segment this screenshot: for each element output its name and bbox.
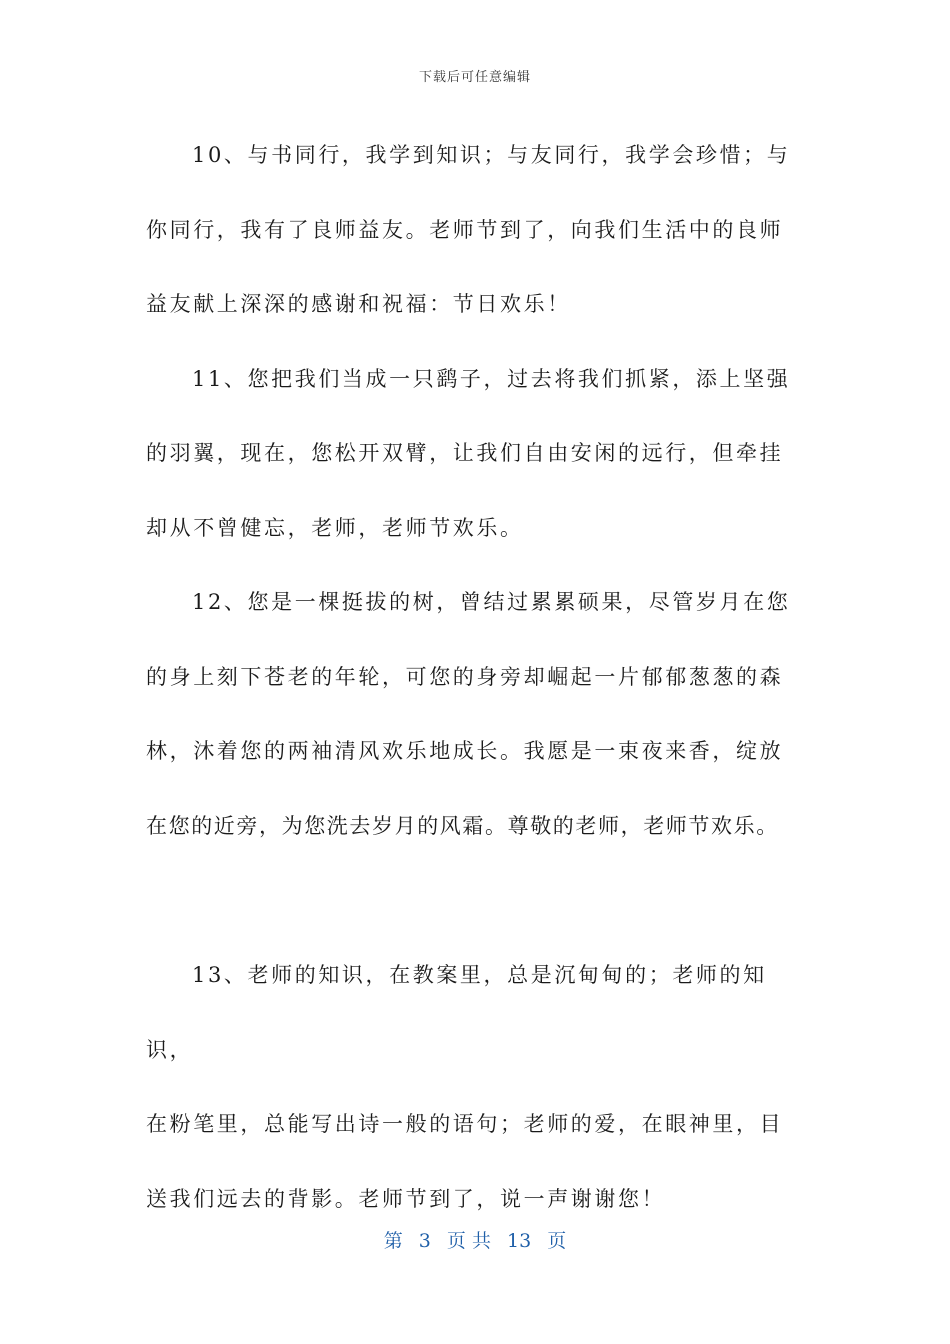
paragraph-line: 在粉笔里，总能写出诗一般的语句；老师的爱，在眼神里，目 xyxy=(146,1112,784,1136)
paragraph-line: 却从不曾健忘，老师，老师节欢乐。 xyxy=(146,515,524,540)
paragraph-11 xyxy=(146,342,806,566)
paragraph-13 xyxy=(146,938,806,1236)
paragraph-gap xyxy=(146,863,806,938)
footer-total-pages: 13 xyxy=(507,1230,532,1252)
paragraph-line: 益友献上深深的感谢和祝福：节日欢乐！ xyxy=(146,292,571,316)
footer-suffix: 页 xyxy=(547,1230,567,1252)
paragraph-line: 的羽翼，现在，您松开双臂，让我们自由安闲的远行，但牵挂 xyxy=(146,441,784,465)
footer-prefix: 第 xyxy=(383,1230,403,1252)
paragraph-line: 你同行，我有了良师益友。老师节到了，向我们生活中的良师 xyxy=(146,217,784,242)
footer-middle: 页 共 xyxy=(446,1230,491,1252)
paragraph-line: 在您的近旁，为您洗去岁月的风霜。尊敬的老师，老师节欢乐。 xyxy=(146,813,779,838)
paragraph-line: 11、您把我们当成一只鹞子，过去将我们抓紧，添上坚强 xyxy=(192,366,791,391)
paragraph-line: 送我们远去的背影。老师节到了，说一声谢谢您！ xyxy=(146,1186,666,1211)
paragraph-line: 13、老师的知识，在教案里，总是沉甸甸的；老师的知识， xyxy=(146,963,767,1062)
paragraph-line: 12、您是一棵挺拔的树，曾结过累累硕果，尽管岁月在您 xyxy=(192,590,791,614)
paragraph-line: 10、与书同行，我学到知识；与友同行，我学会珍惜；与 xyxy=(192,143,791,167)
document-body xyxy=(146,118,806,1236)
page-footer xyxy=(0,1226,950,1253)
paragraph-line: 的身上刻下苍老的年轮，可您的身旁却崛起一片郁郁葱葱的森 xyxy=(146,664,784,689)
page-header: 下载后可任意编辑 xyxy=(418,70,531,85)
footer-current-page: 3 xyxy=(418,1230,431,1252)
paragraph-10 xyxy=(146,118,806,342)
paragraph-line: 林，沐着您的两袖清风欢乐地成长。我愿是一束夜来香，绽放 xyxy=(146,739,784,763)
paragraph-12 xyxy=(146,565,806,863)
